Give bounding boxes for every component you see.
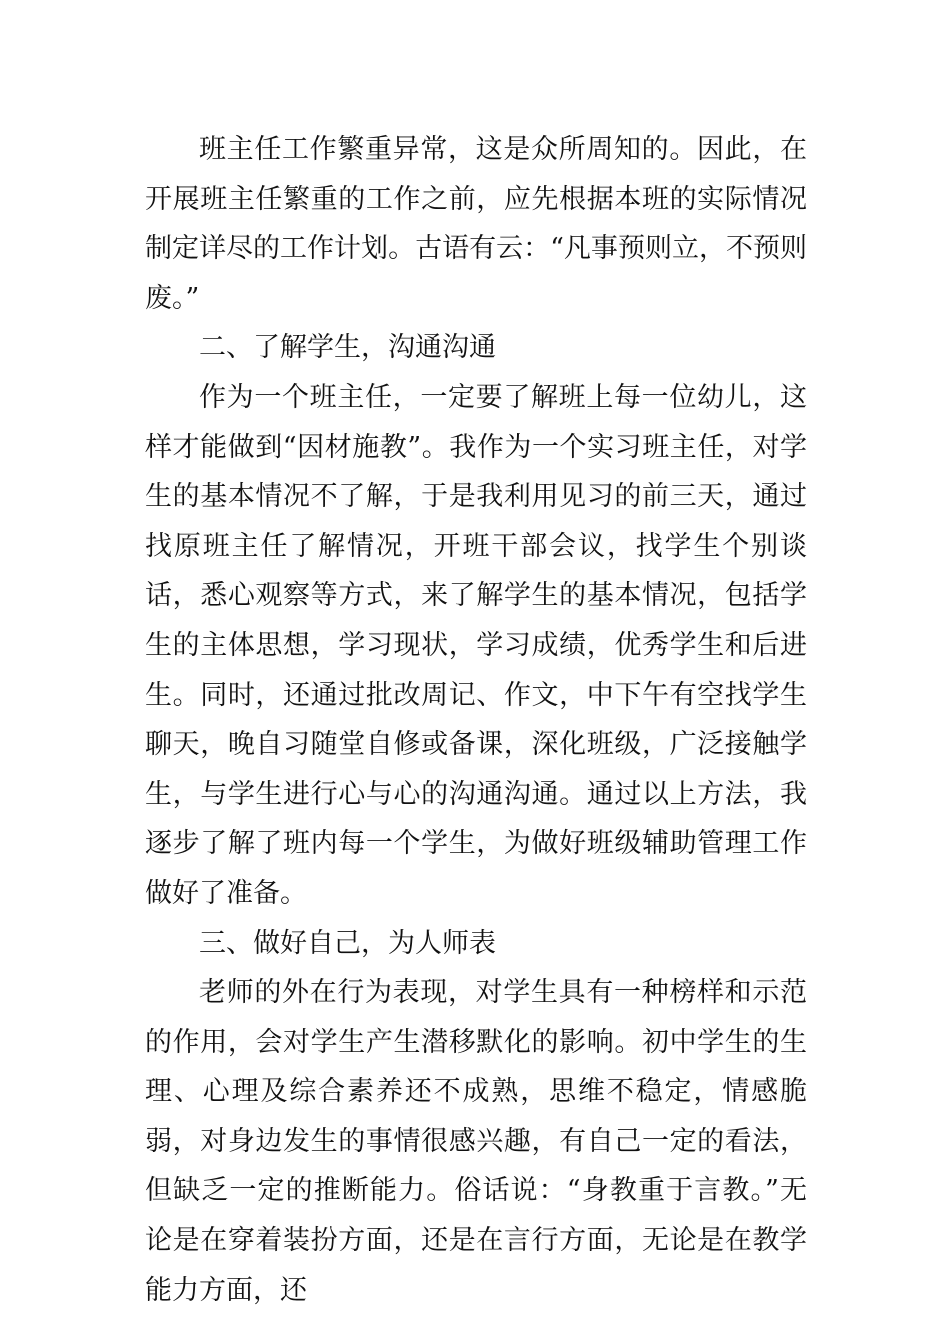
paragraph-intro: 班主任工作繁重异常，这是众所周知的。因此，在开展班主任繁重的工作之前，应先根据本班的实际情况制定详尽的工作计划。古语有云：“凡事预则立，不预则废。” [145,134,807,314]
section-heading-3: 三、做好自己，为人师表 [199,927,496,959]
section-heading-2: 二、了解学生，沟通沟通 [199,332,496,364]
document-body [145,125,807,1315]
paragraph-role-model: 老师的外在行为表现，对学生具有一种榜样和示范的作用，会对学生产生潜移默化的影响。初中学生的生理、心理及综合素养还不成熟，思维不稳定，情感脆弱，对身边发生的事情很感兴趣，有自己一定的看法，但缺乏一定的推断能力。俗话说：“身教重于言教。”无论是在穿着装扮方面，还是在言行方面，无论是在教学能力方面，还 [145,977,807,1306]
paragraph-understand-students: 作为一个班主任，一定要了解班上每一位幼儿，这样才能做到“因材施教”。我作为一个实习班主任，对学生的基本情况不了解，于是我利用见习的前三天，通过找原班主任了解情况，开班干部会议，找学生个别谈话，悉心观察等方式，来了解学生的基本情况，包括学生的主体思想，学习现状，学习成绩，优秀学生和后进生。同时，还通过批改周记、作文，中下午有空找学生聊天，晚自习随堂自修或备课，深化班级，广泛接触学生，与学生进行心与心的沟通沟通。通过以上方法，我逐步了解了班内每一个学生，为做好班级辅助管理工作做好了准备。 [145,381,807,909]
